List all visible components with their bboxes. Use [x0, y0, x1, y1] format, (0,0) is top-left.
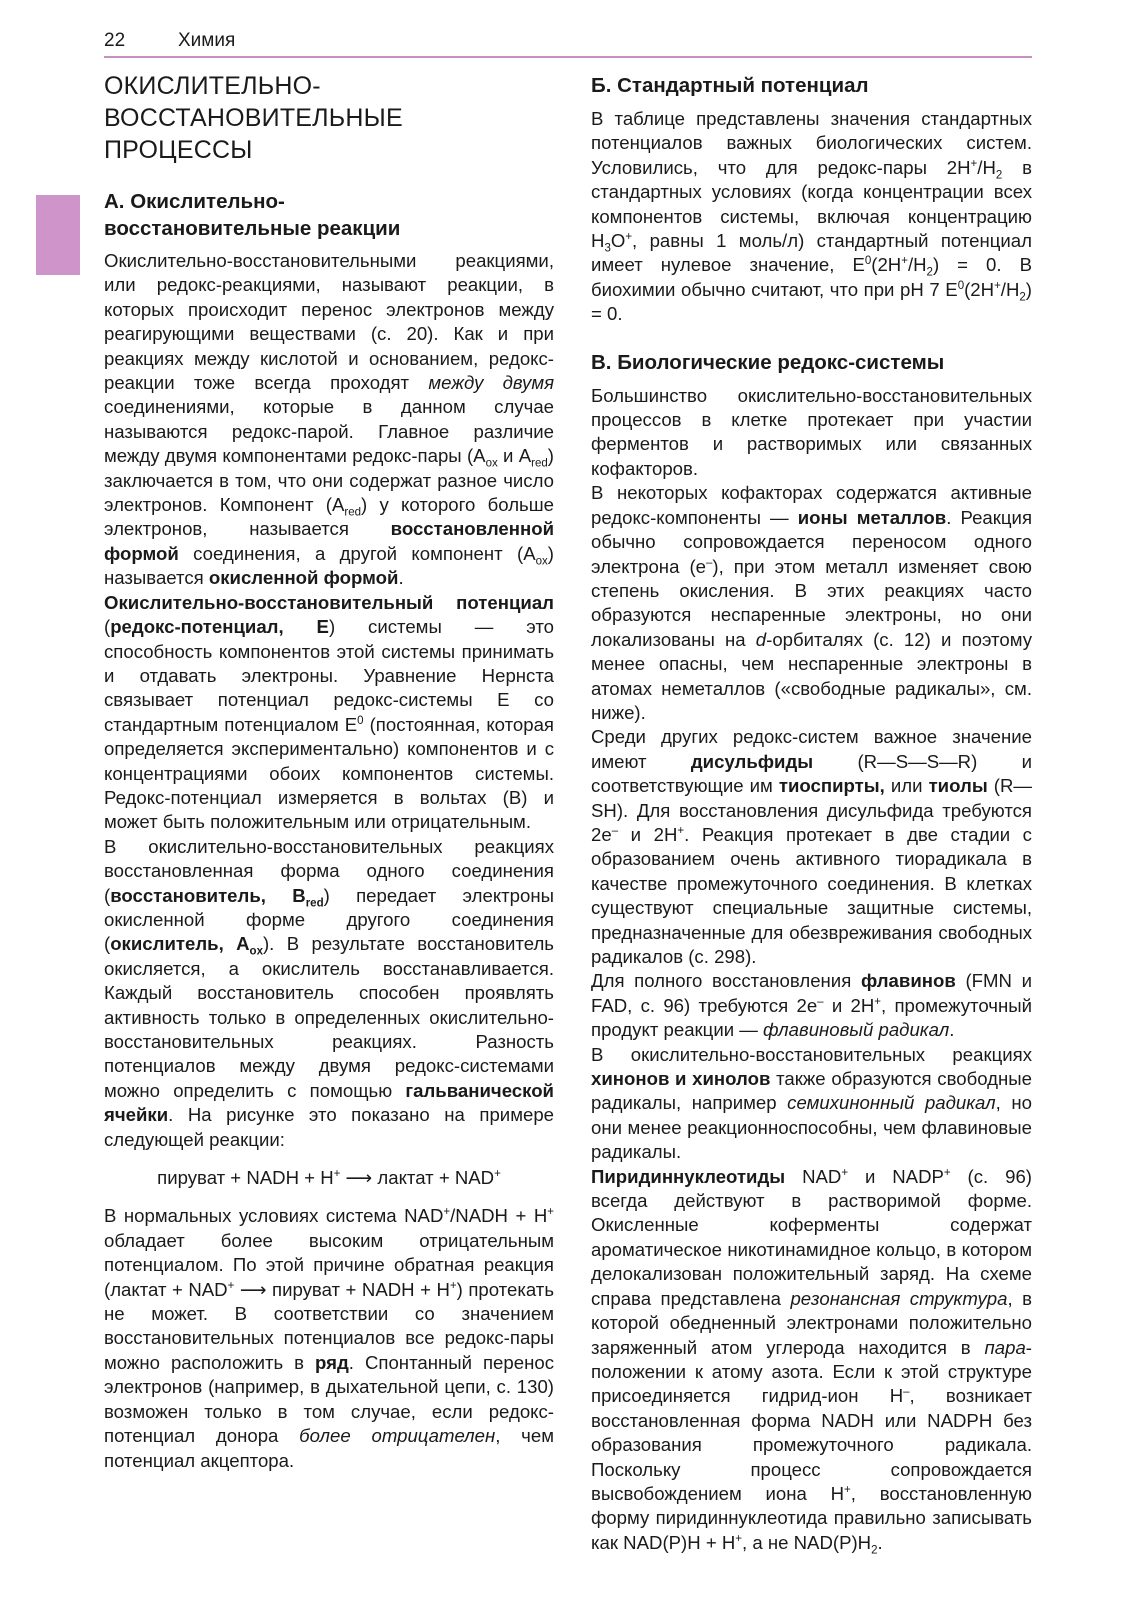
left-column [104, 70, 554, 1473]
right-column [591, 70, 1032, 1555]
section-a-paragraph-4: В нормальных условиях система NAD+/NADH + H+ обладает более высоким отрицательным потенциалом. По этой причине обратная реакция (лактат + NAD+ ⟶ пируват + NADH + H+) протекать не может. В соответствии со значением восстановительных потенциалов все редокс-пары можно расположить в ряд. Спонтанный перенос электронов (например, в дыхательной цепи, с. 130) возможен только в том случае, если редокс-потенциал донора более отрицателен, чем потенциал акцептора. [104, 1205, 555, 1471]
section-v-paragraph-1: Большинство окислительно-восстановительных процессов в клетке протекает при участии ферментов и растворимых или связанных кофакторов. [591, 384, 1032, 479]
chapter-side-tab [36, 195, 80, 275]
section-b-paragraph-1: В таблице представлены значения стандартных потенциалов важных биологических систем. Условились, что для редокс-пары $2H^+/H_2$ в стандартных условиях (когда концентрации всех компонентов системы, включая концентрацию $H_3O^+$, равны 1 моль/л) стандартный потенциал имеет нулевое значение, $E^0(2H^+/H_2) = 0$. В биохимии обычно считают, что при pH 7 $E^0(2H^+/H_2) = 0$. [591, 108, 1032, 325]
section-v-paragraph-3: Среди других редокс-систем важное значение имеют дисульфиды (R—S—S—R) и соответствующие им тиоспирты, или тиолы (R—SH). Для восстановления дисульфида требуются 2e– и 2H+. Реакция протекает в две стадии с образованием очень активного тиорадикала в качестве промежуточного соединения. В клетках существуют специальные защитные системы, предназначенные для обезвреживания свободных радикалов (с. 298). [591, 726, 1032, 967]
section-a-paragraph-2: Окислительно-восстановительный потенциал (редокс-потенциал, E) системы — это способность компонентов этой системы принимать и отдавать электроны. Уравнение Нернста связывает потенциал редокс-системы E со стандартным потенциалом $E^0$ (постоянная, которая определяется экспериментально) компонентов и с концентрациями обоих компонентов системы. Редокс-потенциал измеряется в вольтах (В) и может быть положительным или отрицательным. [104, 591, 554, 833]
running-title: Химия [178, 30, 236, 51]
page-number: 22 [104, 30, 126, 51]
section-v-paragraph-2: В некоторых кофакторах содержатся активные редокс-компоненты — ионы металлов. Реакция обычно сопровождается переносом одного электрона (e–), при этом металл изменяет свою степень окисления. В этих реакциях часто образуются неспаренные электроны, но они локализованы на d-орбиталях (с. 12) и поэтому менее опасны, чем неспаренные электроны в атомах неметаллов («свободные радикалы», см. ниже). [591, 482, 1033, 723]
section-v-paragraph-5: В окислительно-восстановительных реакциях хинонов и хинолов также образуются свободные радикалы, например семихинонный радикал, но они менее реакционноспособны, чем флавиновые радикалы. [591, 1043, 1032, 1163]
section-v-paragraph-6: Пиридиннуклеотиды NAD+ и NADP+ (с. 96) всегда действуют в растворимой форме. Окисленные коферменты содержат ароматическое никотинамидное кольцо, в котором делокализован положительный заряд. На схеме справа представлена резонансная структура, в которой обедненный электронами положительно заряженный атом углерода находится в пара-положении к атому азота. Если к этой структуре присоединяется гидрид-ион H–, возникает восстановленная форма NADH или NADPH без образования промежуточного радикала. Поскольку процесс сопровождается высвобождением иона H+, восстановленную форму пиридиннуклеотида правильно записывать как NAD(P)H + H+, а не $NAD(P)H_2$. [591, 1165, 1033, 1557]
running-head [104, 30, 1032, 58]
section-a-title: А. Окислительно- восстановительные реакции [104, 190, 401, 240]
section-a-paragraph-3: В окислительно-восстановительных реакциях восстановленная форма одного соединения (восстановитель, $B_{red}$) передает электроны окисленной форме другого соединения (окислитель, $A_{ox}$). В результате восстановитель окисляется, а окислитель восстанавливается. Каждый восстановитель способен проявлять активность только в определенных окислительно-восстановительных реакциях. Разность потенциалов между двумя редокс-системами можно определить с помощью гальванической ячейки. На рисунке это показано на примере следующей реакции: [104, 835, 554, 1150]
section-b-title: Б. Стандартный потенциал [591, 74, 869, 97]
section-a-paragraph-1: Окислительно-восстановительными реакциями, или редокс-реакциями, называют реакции, в которых происходит перенос электронов между реагирующими веществами (с. 20). Как и при реакциях между кислотой и основанием, редокс-реакции тоже всегда проходят между двумя соединениями, которые в данном случае называются редокс-парой. Главное различие между двумя компонентами редокс-пары ($A_{ox}$ и $A_{red}$) заключается в том, что они содержат разное число электронов. Компонент $(A_{red})$ у которого больше электронов, называется восстановленной формой соединения, а другой компонент $(A_{ox})$ называется окисленной формой. [104, 250, 554, 589]
reaction-equation: пируват + NADH + H+ ⟶ лактат + NAD+ [157, 1167, 501, 1189]
section-v-title: В. Биологические редокс-системы [591, 350, 945, 374]
section-v-paragraph-4: Для полного восстановления флавинов (FMN и FAD, с. 96) требуются 2e– и 2H+, промежуточный продукт реакции — флавиновый радикал. [591, 970, 1033, 1041]
chapter-title: ОКИСЛИТЕЛЬНО- ВОССТАНОВИТЕЛЬНЫЕ ПРОЦЕССЫ [104, 72, 403, 164]
